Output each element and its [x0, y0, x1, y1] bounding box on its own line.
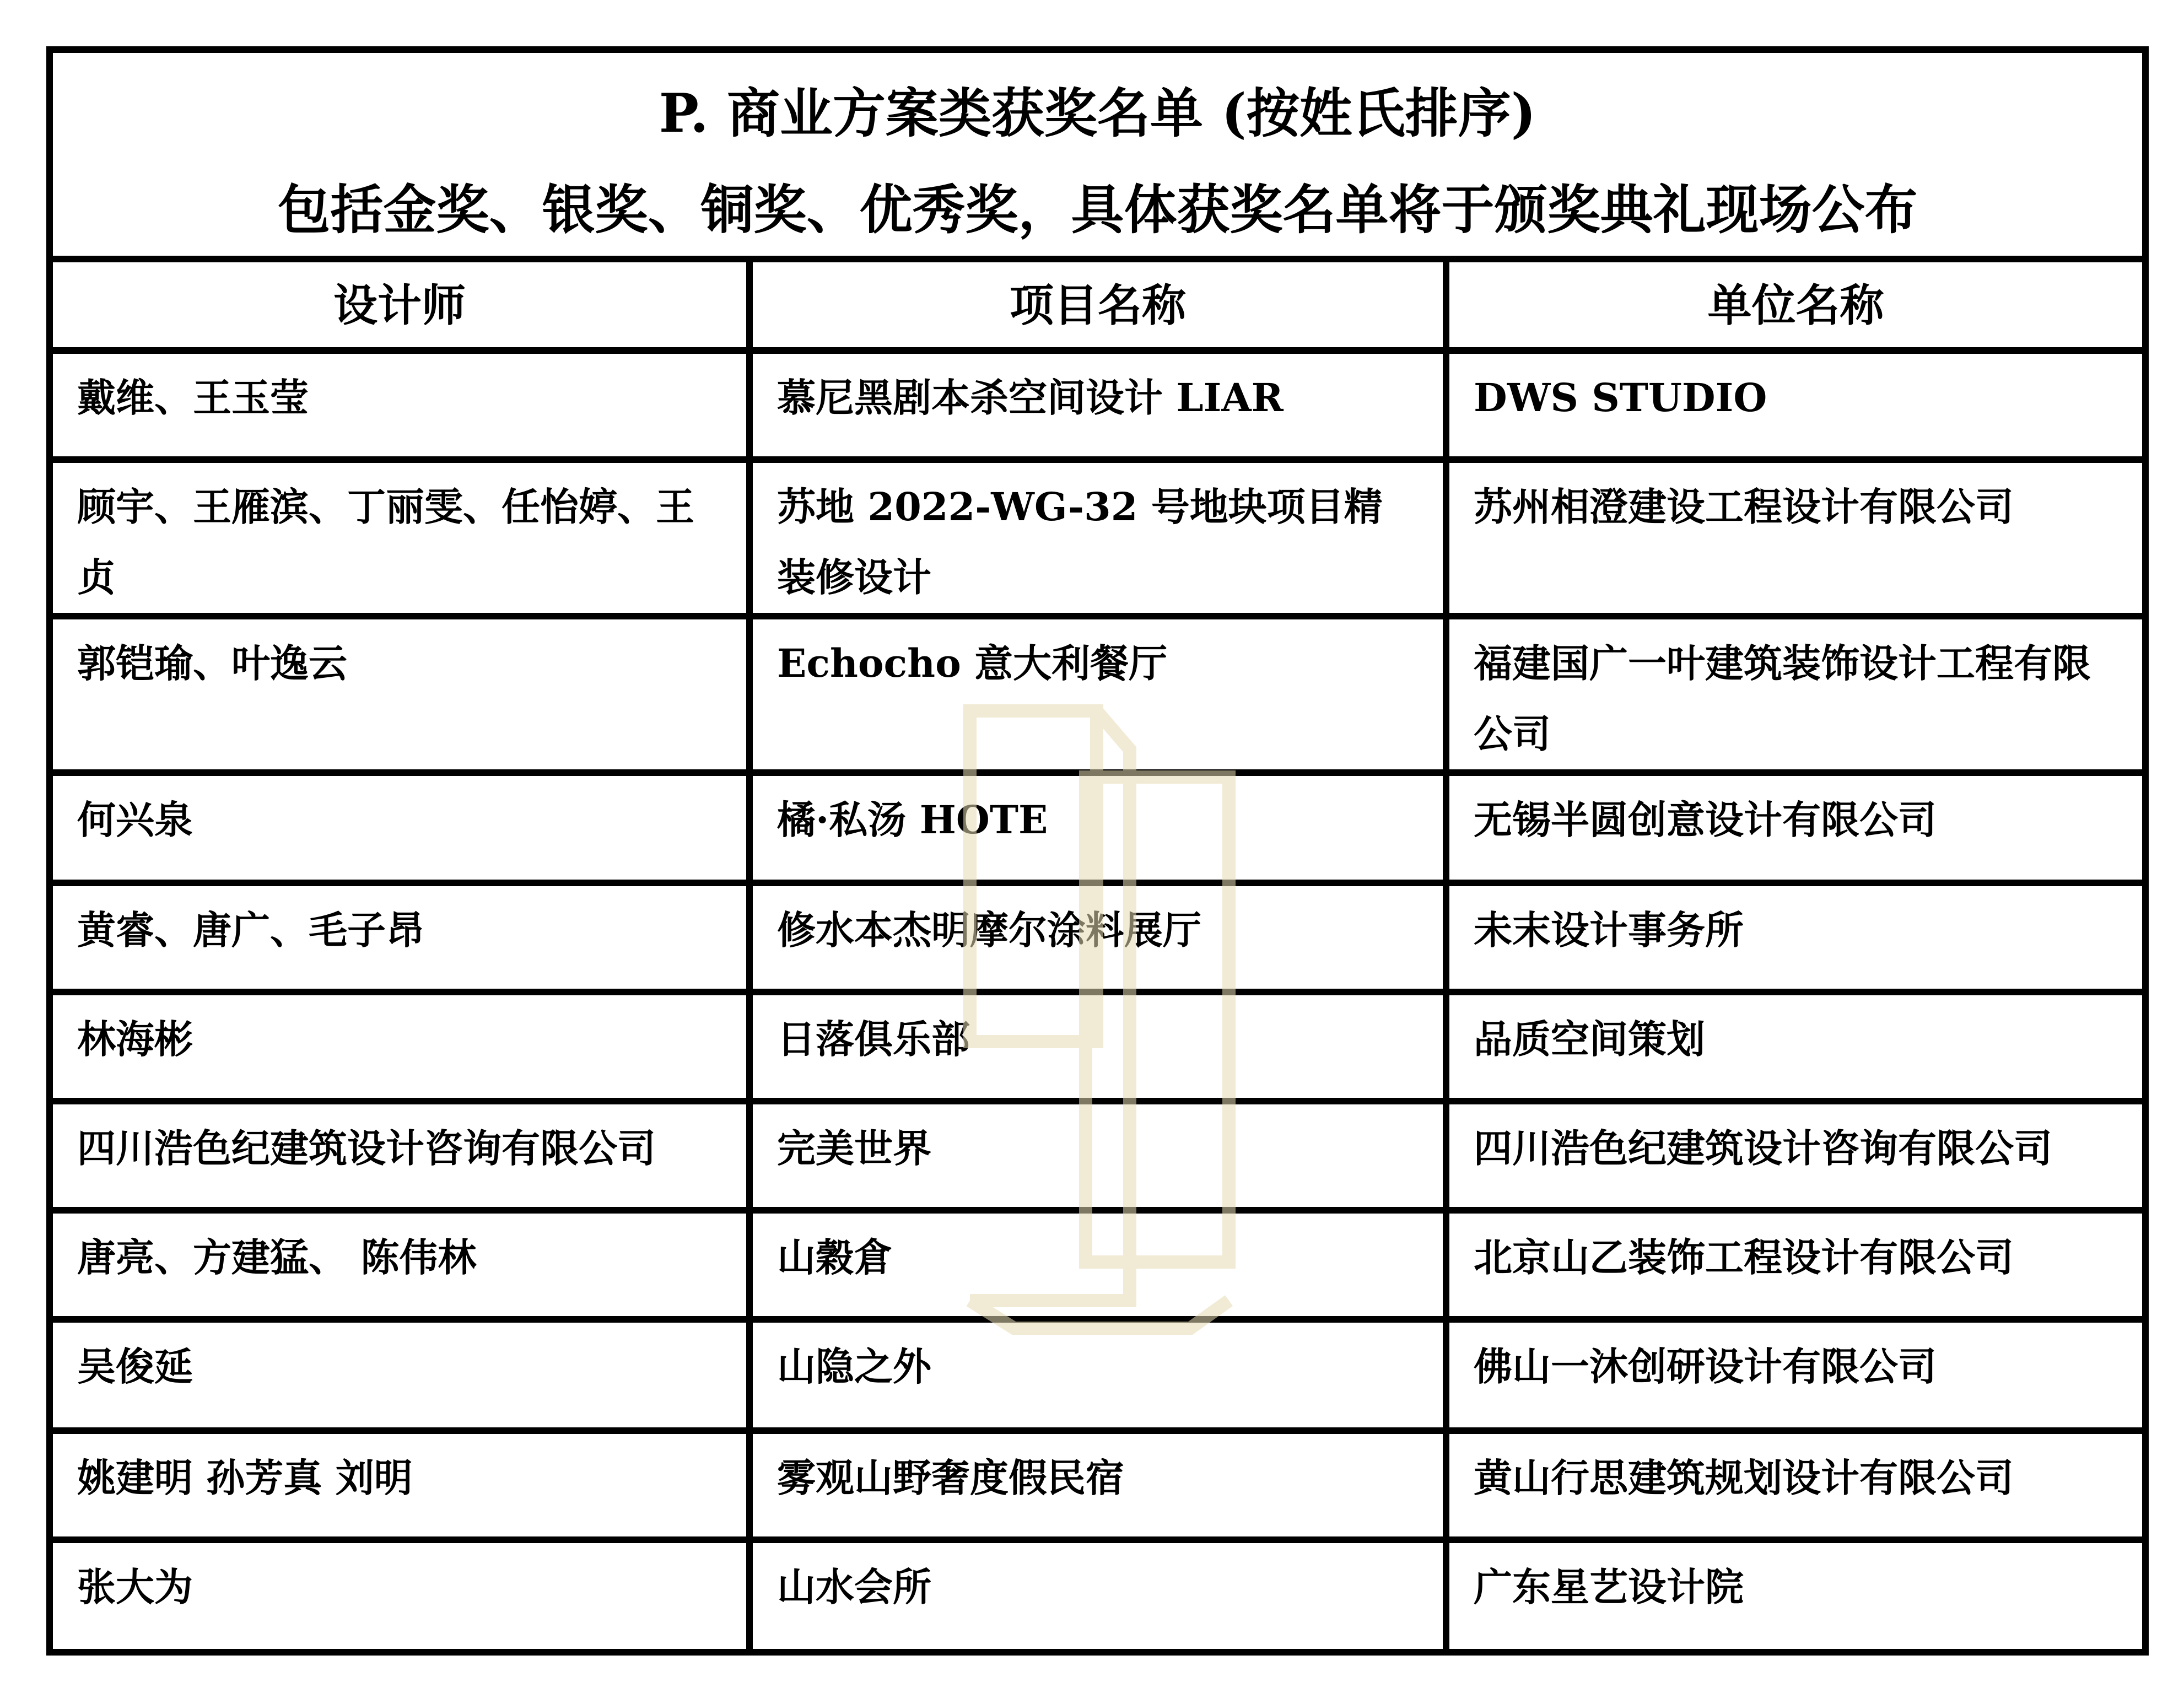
designer-cell: 吴俊延	[53, 1319, 749, 1431]
table-row	[53, 1431, 2142, 1540]
project-cell: 山穀倉	[749, 1210, 1446, 1319]
project-cell: 完美世界	[749, 1101, 1446, 1210]
designer-cell: 唐亮、方建猛、 陈伟林	[53, 1210, 749, 1319]
page-title: P. 商业方案类获奖名单 (按姓氏排序)	[659, 82, 1536, 144]
project-cell: Echocho 意大利餐厅	[749, 616, 1446, 773]
table-header-row	[53, 256, 2142, 351]
award-list-document	[46, 46, 2149, 1656]
company-cell: 无锡半圆创意设计有限公司	[1446, 773, 2142, 883]
project-cell: 雾观山野奢度假民宿	[749, 1431, 1446, 1540]
table-row	[53, 616, 2142, 773]
table-row	[53, 1319, 2142, 1431]
company-cell: 四川浩色纪建筑设计咨询有限公司	[1446, 1101, 2142, 1210]
project-cell: 山隐之外	[749, 1319, 1446, 1431]
awards-table	[53, 256, 2142, 1649]
designer-cell: 姚建明 孙芳真 刘明	[53, 1431, 749, 1540]
table-row	[53, 460, 2142, 616]
company-cell: 黄山行思建筑规划设计有限公司	[1446, 1431, 2142, 1540]
designer-cell: 黄睿、唐广、毛子昂	[53, 883, 749, 992]
table-row	[53, 773, 2142, 883]
company-cell: 品质空间策划	[1446, 992, 2142, 1101]
title-block	[53, 53, 2142, 262]
column-header-company: 单位名称	[1446, 256, 2142, 351]
project-cell: 橘·私汤 HOTE	[749, 773, 1446, 883]
designer-cell: 何兴泉	[53, 773, 749, 883]
table-row	[53, 992, 2142, 1101]
column-header-project: 项目名称	[749, 256, 1446, 351]
company-cell: 苏州相澄建设工程设计有限公司	[1446, 460, 2142, 616]
project-cell: 苏地 2022-WG-32 号地块项目精装修设计	[749, 460, 1446, 616]
company-cell: 未末设计事务所	[1446, 883, 2142, 992]
page-subtitle: 包括金奖、银奖、铜奖、优秀奖，具体获奖名单将于颁奖典礼现场公布	[277, 179, 1918, 241]
designer-cell: 顾宇、王雁滨、丁丽雯、任怡婷、王贞	[53, 460, 749, 616]
column-header-designer: 设计师	[53, 256, 749, 351]
designer-cell: 郭铠瑜、叶逸云	[53, 616, 749, 773]
table-row	[53, 1101, 2142, 1210]
table-row	[53, 1540, 2142, 1649]
designer-cell: 林海彬	[53, 992, 749, 1101]
project-cell: 山水会所	[749, 1540, 1446, 1649]
company-cell: 佛山一沐创研设计有限公司	[1446, 1319, 2142, 1431]
table-row	[53, 883, 2142, 992]
project-cell: 日落俱乐部	[749, 992, 1446, 1101]
table-row	[53, 351, 2142, 460]
company-cell: 广东星艺设计院	[1446, 1540, 2142, 1649]
company-cell: 北京山乙装饰工程设计有限公司	[1446, 1210, 2142, 1319]
designer-cell: 四川浩色纪建筑设计咨询有限公司	[53, 1101, 749, 1210]
project-cell: 修水本杰明摩尔涂料展厅	[749, 883, 1446, 992]
company-cell: DWS STUDIO	[1446, 351, 2142, 460]
project-cell: 慕尼黑剧本杀空间设计 LIAR	[749, 351, 1446, 460]
designer-cell: 张大为	[53, 1540, 749, 1649]
table-row	[53, 1210, 2142, 1319]
company-cell: 福建国广一叶建筑装饰设计工程有限公司	[1446, 616, 2142, 773]
designer-cell: 戴维、王玉莹	[53, 351, 749, 460]
